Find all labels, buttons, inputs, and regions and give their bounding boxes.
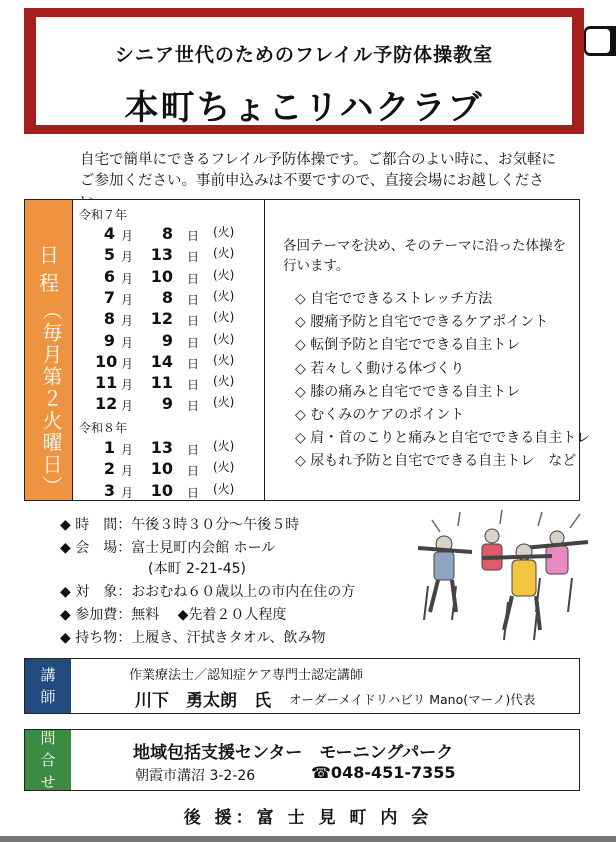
month-suffix: 月 [121,292,134,307]
topic-item: ◇ 若々しく動ける体づくり [295,360,465,377]
schedule-description [283,236,583,276]
lecturer-label [25,659,71,713]
month-value: 10 [95,351,118,371]
edge-tab-icon [584,26,616,56]
weekday-label: (火) [213,481,235,496]
lecturer-affiliation: オーダーメイドリハビリ Mano(マーノ)代表 [289,692,536,707]
month-value: 3 [103,480,115,500]
weekday-label: (火) [213,288,235,303]
day-suffix: 日 [187,378,200,393]
month-suffix: 月 [121,335,134,350]
day-value: 10 [150,480,173,500]
topic-item: ◇ 腰痛予防と自宅でできるケアポイント [295,314,549,331]
month-value: 9 [103,330,115,350]
weekday-label: (火) [213,225,235,239]
date-row [73,245,263,266]
date-row [73,373,263,394]
weekday-label: (火) [213,460,235,475]
weekday-label: (火) [213,395,235,410]
intro-line: 自宅で簡単にできるフレイル予防体操です。ご都合のよい時に、お気軽に [80,152,557,168]
date-row [73,288,263,309]
lecturer-label-char: 師 [40,688,56,706]
day-suffix: 日 [187,356,200,371]
date-row [73,267,263,288]
schedule-side-label [25,200,73,500]
schedule-note: （毎月第２火曜日） [39,300,63,498]
topic-item: ◇ 膝の痛みと自宅でできる自主トレ [295,383,521,400]
era-label: 令和７年 [79,208,128,222]
weekday-label: (火) [213,310,235,325]
date-row [73,331,263,352]
date-row [73,309,263,330]
schedule-label-char: 程 [39,271,59,295]
day-suffix: 日 [187,335,200,350]
intro-line: ご参加ください。事前申込みは不要ですので、直接会場にお越しくださ [80,173,544,189]
date-row [73,459,263,480]
schedule-table [24,199,591,501]
month-value: 4 [103,224,115,243]
schedule-label-char: 日 [39,243,59,267]
support-credit: 後 援：富 士 見 町 内 会 [183,808,433,828]
day-value: 10 [150,266,173,286]
day-suffix: 日 [187,485,200,500]
month-value: 5 [103,245,115,265]
bottom-strip [0,836,616,842]
weekday-label: (火) [213,352,235,367]
detail-items: ◆ 持ち物：上履き、汗拭きタオル、飲み物 [60,630,326,646]
weekday-label: (火) [213,439,235,453]
detail-target: ◆ 対 象：おおむね６０歳以上の市内在住の方 [60,584,356,600]
topic-item: ◇ 尿もれ予防と自宅でできる自主トレ など [295,453,577,470]
date-row [73,352,263,373]
day-value: 10 [150,459,173,479]
weekday-label: (火) [213,246,235,261]
contact-label-char: 合 [40,751,56,769]
header-panel [36,17,572,128]
weekday-label: (火) [213,267,235,282]
lecturer-role: 作業療法士／認知症ケア専門士認定講師 [129,668,364,683]
month-suffix: 月 [121,229,134,243]
detail-time: ◆ 時 間：午後３時３０分～午後５時 [60,517,300,533]
day-suffix: 日 [187,464,200,479]
exercise-illustration [412,508,592,648]
detail-venue-address: (本町 2-21-45) [148,561,247,577]
day-value: 9 [161,394,173,414]
month-value: 12 [95,394,118,414]
day-suffix: 日 [187,250,200,265]
topic-item: ◇ 自宅でできるストレッチ方法 [295,291,493,307]
date-row [73,224,263,245]
topic-item: ◇ 転倒予防と自宅でできる自主トレ [295,337,521,354]
month-value: 1 [103,438,115,457]
day-value: 9 [161,330,173,350]
month-suffix: 月 [121,314,134,329]
day-suffix: 日 [187,399,200,414]
month-suffix: 月 [121,378,134,393]
month-value: 2 [103,459,115,479]
month-value: 11 [95,373,118,393]
contact-label [25,730,71,790]
date-row [73,438,263,459]
month-suffix: 月 [121,250,134,265]
day-suffix: 日 [187,292,200,307]
topic-list [295,288,595,474]
lecturer-label-char: 講 [40,666,56,684]
topic-item: ◇ むくみのケアのポイント [295,406,465,423]
era-label: 令和８年 [79,421,128,435]
description-line: 各回テーマを決め、そのテーマに沿った体操を [283,238,566,254]
day-value: 13 [150,438,173,457]
month-suffix: 月 [121,356,134,371]
topic-item: ◇ 肩・首のこりと痛みと自宅でできる自主トレ [295,430,591,447]
header-frame [24,8,584,134]
date-row [73,394,263,415]
header-subtitle: シニア世代のためのフレイル予防体操教室 [114,44,494,66]
day-suffix: 日 [187,271,200,286]
month-suffix: 月 [121,485,134,500]
contact-phone: ☎048-451-7355 [311,763,456,782]
month-value: 8 [103,309,115,329]
contact-org: 地域包括支援センター モーニングパーク [133,743,454,763]
contact-label-char: 問 [40,729,56,747]
description-line: 行います。 [283,258,350,274]
date-column [73,200,265,500]
day-suffix: 日 [187,229,200,243]
contact-address: 朝霞市溝沼 3-2-26 [135,768,256,784]
day-suffix: 日 [187,314,200,329]
month-value: 7 [103,287,115,307]
month-suffix: 月 [121,399,134,414]
detail-venue: ◆ 会 場：富士見町内会館 ホール [60,540,276,556]
day-value: 13 [150,245,173,265]
contact-box [24,729,580,791]
day-value: 8 [161,224,173,243]
detail-fee: ◆ 参加費：無料 ◆先着２０人程度 [60,607,287,623]
weekday-label: (火) [213,374,235,389]
day-value: 8 [161,287,173,307]
day-value: 14 [150,351,173,371]
month-suffix: 月 [121,443,134,457]
lecturer-name: 川下 勇太朗 氏 [135,691,271,711]
contact-label-char: せ [40,773,56,791]
lecturer-box [24,658,580,714]
day-value: 11 [150,373,173,393]
month-suffix: 月 [121,464,134,479]
day-value: 12 [150,309,173,329]
date-row [73,481,263,502]
month-suffix: 月 [121,271,134,286]
weekday-label: (火) [213,331,235,346]
month-value: 6 [103,266,115,286]
header-title: 本町ちょこリハクラブ [124,88,484,128]
day-suffix: 日 [187,443,200,457]
